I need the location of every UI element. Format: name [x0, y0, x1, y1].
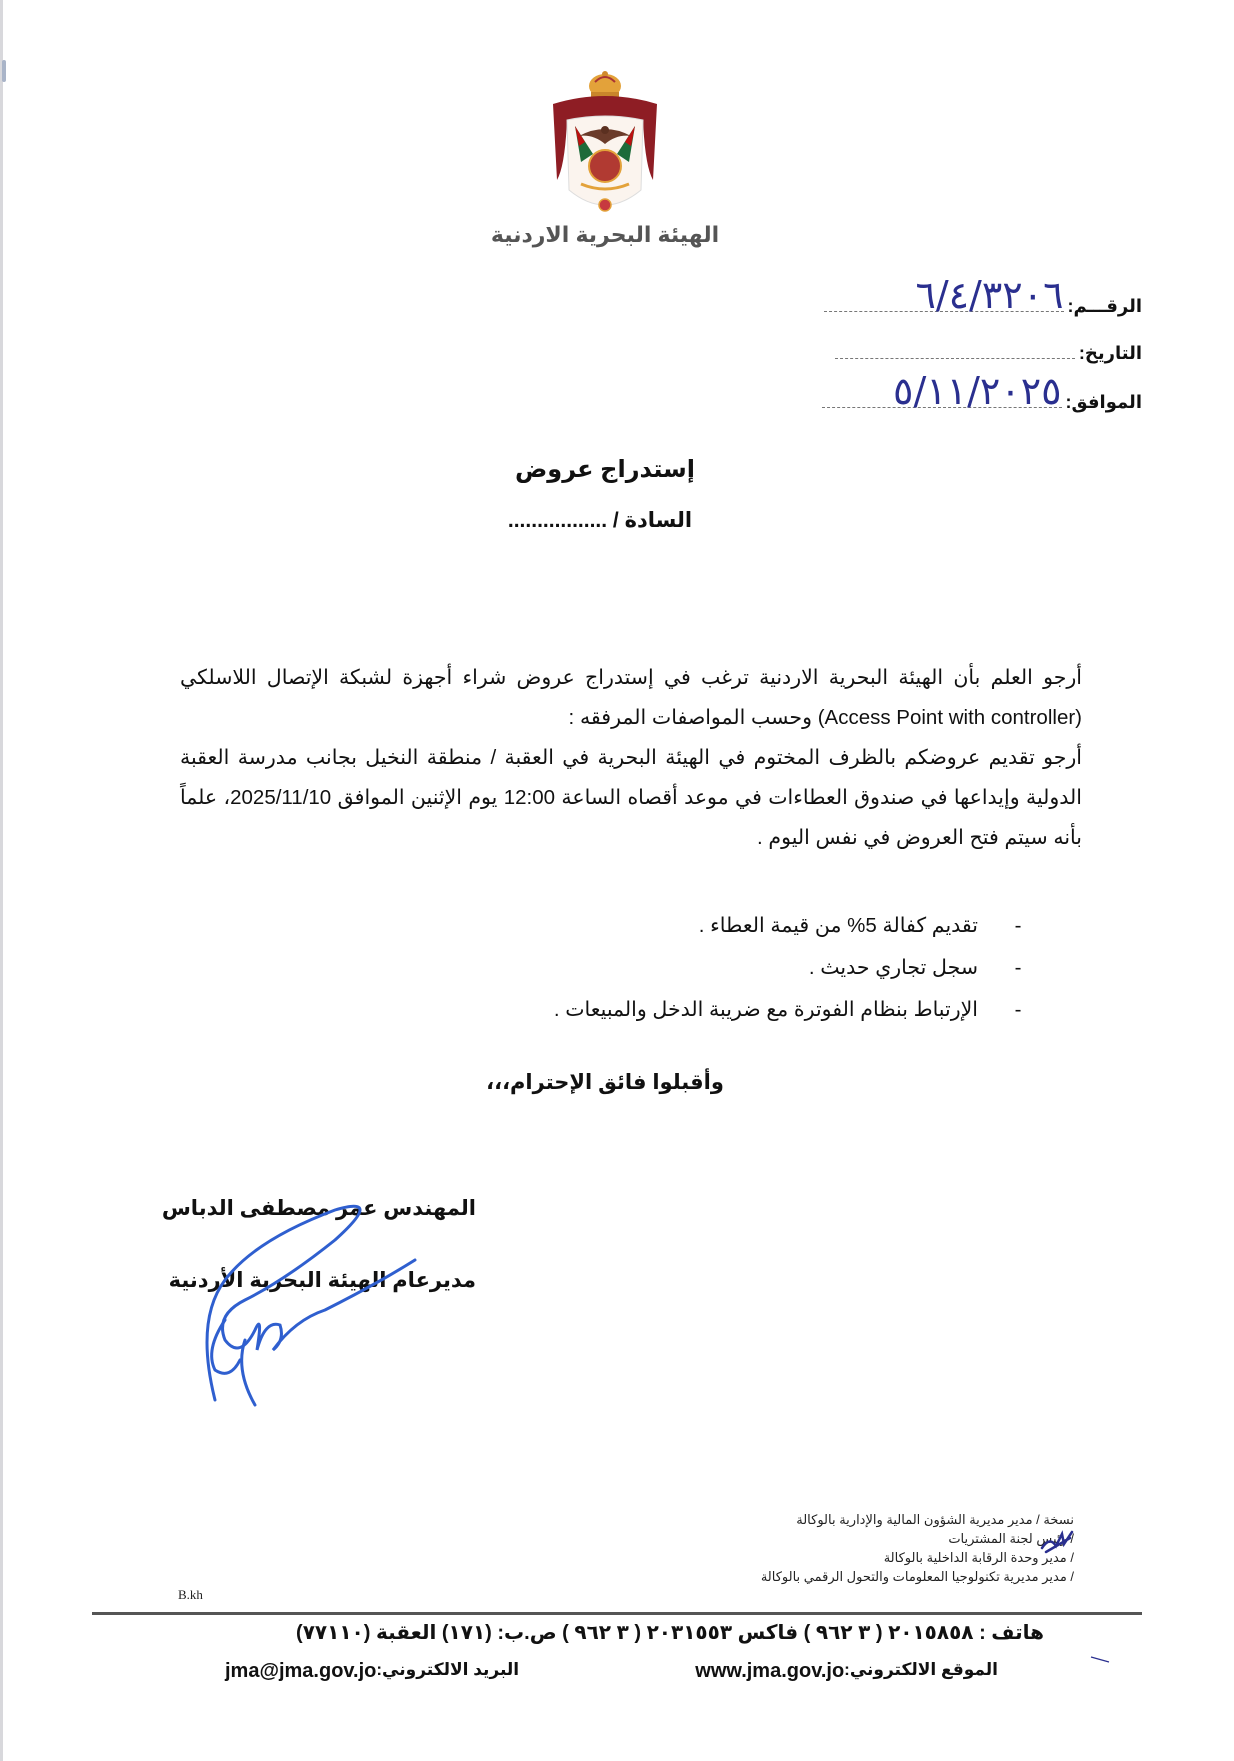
- coat-of-arms-logo: [545, 70, 665, 220]
- document-title: إستدراج عروض: [514, 456, 696, 483]
- conditions-list: [324, 905, 1024, 1031]
- reference-corresponding-row: [822, 369, 1142, 413]
- copy-recipient: / مدير مديرية تكنولوجيا المعلومات والتحول الرقمي بالوكالة: [760, 1569, 1074, 1584]
- reference-number-row: [824, 273, 1142, 317]
- signature-image: [185, 1200, 435, 1410]
- condition-text: تقديم كفالة 5% من قيمة العطاء .: [698, 914, 978, 937]
- footer-contact-line: هاتف : ٢٠١٥٨٥٨ ( ٣ ٩٦٢ ) فاكس ٢٠٣١٥٥٣ ( ٣ ٩٦٢ ) ص.ب: (١٧١) العقبة (٧٧١١٠): [296, 1622, 1044, 1644]
- bullet-dash: -: [1014, 998, 1022, 1021]
- pen-mark: [1090, 1655, 1110, 1663]
- website-label: الموقع الالكتروني:: [844, 1660, 998, 1679]
- email-link[interactable]: jma@jma.gov.jo: [225, 1660, 377, 1682]
- scan-mark: [2, 60, 6, 82]
- copy-recipient: / مدير وحدة الرقابة الداخلية بالوكالة: [883, 1550, 1074, 1565]
- reference-corresponding-value: ٥/١١/٢٠٢٥: [893, 369, 1062, 413]
- shield-icon: [589, 150, 621, 182]
- reference-date-field: [835, 357, 1075, 359]
- website-link[interactable]: www.jma.gov.jo: [695, 1660, 845, 1682]
- bullet-dash: -: [1014, 914, 1022, 937]
- closing-line: وأقبلوا فائق الإحترام،،،: [486, 1071, 724, 1094]
- letter-body: [180, 658, 1082, 858]
- page-edge: [0, 0, 3, 1761]
- paragraph-1-text: أرجو العلم بأن الهيئة البحرية الاردنية ترغب في إستدراج عروض شراء أجهزة لشبكة الإتصال اللاسلكي: [180, 666, 1082, 689]
- condition-item: [324, 905, 1024, 947]
- condition-text: الإرتباط بنظام الفوترة مع ضريبة الدخل والمبيعات .: [553, 998, 978, 1021]
- medal-icon: [599, 199, 611, 211]
- signatory-title: مديرعام الهيئة البحرية الأردنية: [168, 1269, 476, 1292]
- bullet-dash: -: [1014, 956, 1022, 979]
- salutation: السادة / .................: [507, 509, 693, 532]
- copy-recipient: نسخة / مدير مديرية الشؤون المالية والإدارية بالوكالة: [796, 1512, 1074, 1527]
- reference-number-field: [824, 273, 1064, 317]
- body-paragraph-1: [180, 658, 1082, 738]
- typist-initials: B.kh: [178, 1587, 203, 1602]
- copies-list: [761, 1510, 1074, 1586]
- body-paragraph-2: أرجو تقديم عروضكم بالظرف المختوم في الهيئة البحرية في العقبة / منطقة النخيل بجانب مدرسة العقبة الدولية وإيداعها في صندوق العطاءات في موعد أقصاه الساعة 12:00 يوم الإثنين الموافق 2025/11/10، علماً بأنه سيتم فتح العروض في نفس اليوم .: [180, 746, 1082, 849]
- reference-date-label: التاريخ:: [1078, 343, 1142, 363]
- reference-number-label: الرقـــم:: [1067, 296, 1142, 316]
- footer-email: [225, 1660, 519, 1683]
- reference-date-row: [835, 343, 1142, 364]
- copy-recipient: / رئيس لجنة المشتريات: [948, 1531, 1074, 1546]
- condition-item: [324, 989, 1024, 1031]
- reference-number-value: ٦/٤/٣٢٠٦: [915, 273, 1064, 317]
- signatory-name: المهندس عمر مصطفى الدباس: [161, 1197, 476, 1220]
- initial-scribble: [1040, 1528, 1076, 1556]
- condition-item: [324, 947, 1024, 989]
- footer-divider: [92, 1612, 1142, 1615]
- reference-corresponding-field: [822, 369, 1062, 413]
- paragraph-1-text-end: وحسب المواصفات المرفقه :: [568, 706, 812, 729]
- condition-text: سجل تجاري حديث .: [808, 956, 978, 979]
- paragraph-1-english: (Access Point with controller): [817, 706, 1082, 729]
- organization-name: الهيئة البحرية الاردنية: [490, 222, 720, 247]
- crown-icon: [589, 71, 621, 98]
- reference-corresponding-label: الموافق:: [1065, 392, 1142, 412]
- email-label: البريد الالكتروني:: [376, 1660, 520, 1679]
- footer-website: [695, 1660, 998, 1683]
